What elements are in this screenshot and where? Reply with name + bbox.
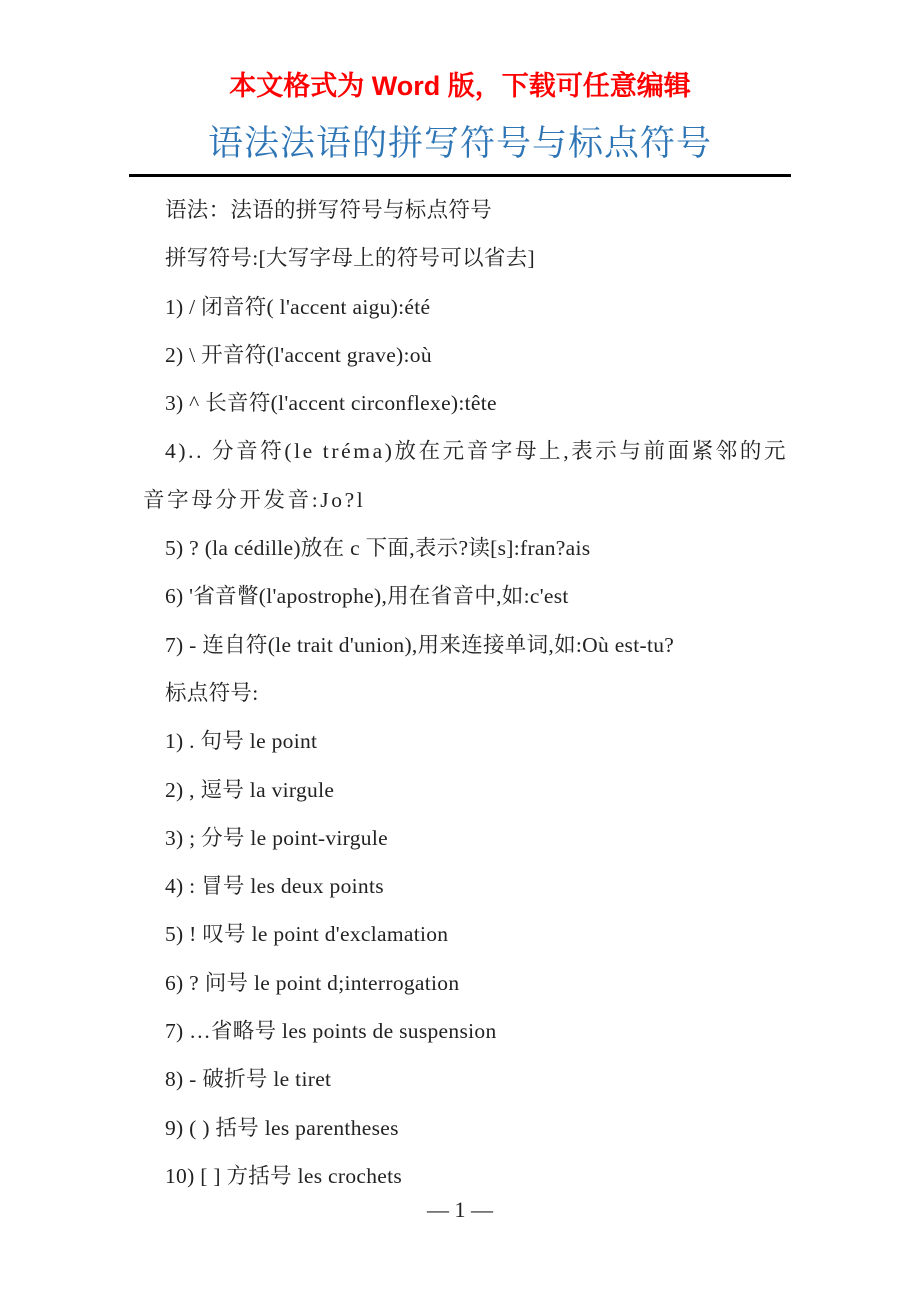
title-divider <box>129 174 791 177</box>
spelling-heading: 拼写符号:[大写字母上的符号可以省去] <box>165 246 535 271</box>
spelling-item: 4).. 分音符(le tréma)放在元音字母上,表示与前面紧邻的元音字母分开发音:Jo?l <box>143 439 789 512</box>
punctuation-item: 4) : 冒号 les deux points <box>165 874 384 899</box>
spelling-item: 1) / 闭音符( l'accent aigu):été <box>165 294 431 319</box>
punctuation-heading: 标点符号: <box>165 680 259 705</box>
punctuation-item: 7) …省略号 les points de suspension <box>165 1019 497 1044</box>
spelling-item: 6) '省音瞥(l'apostrophe),用在省音中,如:c'est <box>165 584 569 609</box>
punctuation-item: 8) - 破折号 le tiret <box>165 1067 332 1092</box>
spelling-item: 2) \ 开音符(l'accent grave):où <box>165 342 432 367</box>
intro-line: 语法：法语的拼写符号与标点符号 <box>165 198 493 222</box>
punctuation-item: 1) . 句号 le point <box>165 729 318 754</box>
punctuation-item: 5) ! 叹号 le point d'exclamation <box>165 922 449 947</box>
spelling-item: 5) ? (la cédille)放在 c 下面,表示?读[s]:fran?ais <box>165 536 591 561</box>
spelling-item: 7) - 连自符(le trait d'union),用来连接单词,如:Où est-tu? <box>165 632 675 657</box>
punctuation-item: 10) [ ] 方括号 les crochets <box>165 1163 403 1188</box>
punctuation-item: 2) , 逗号 la virgule <box>165 777 335 802</box>
download-notice: 本文格式为 Word 版，下载可任意编辑 <box>229 71 691 101</box>
spelling-item: 3) ^ 长音符(l'accent circonflexe):tête <box>165 391 497 416</box>
punctuation-item: 6) ? 问号 le point d;interrogation <box>165 970 460 995</box>
document-title: 语法法语的拼写符号与标点符号 <box>207 124 712 163</box>
document-body <box>143 186 793 1200</box>
punctuation-item: 3) ; 分号 le point-virgule <box>165 825 388 850</box>
page-number: — 1 — <box>427 1197 493 1222</box>
punctuation-item: 9) ( ) 括号 les parentheses <box>165 1115 399 1140</box>
